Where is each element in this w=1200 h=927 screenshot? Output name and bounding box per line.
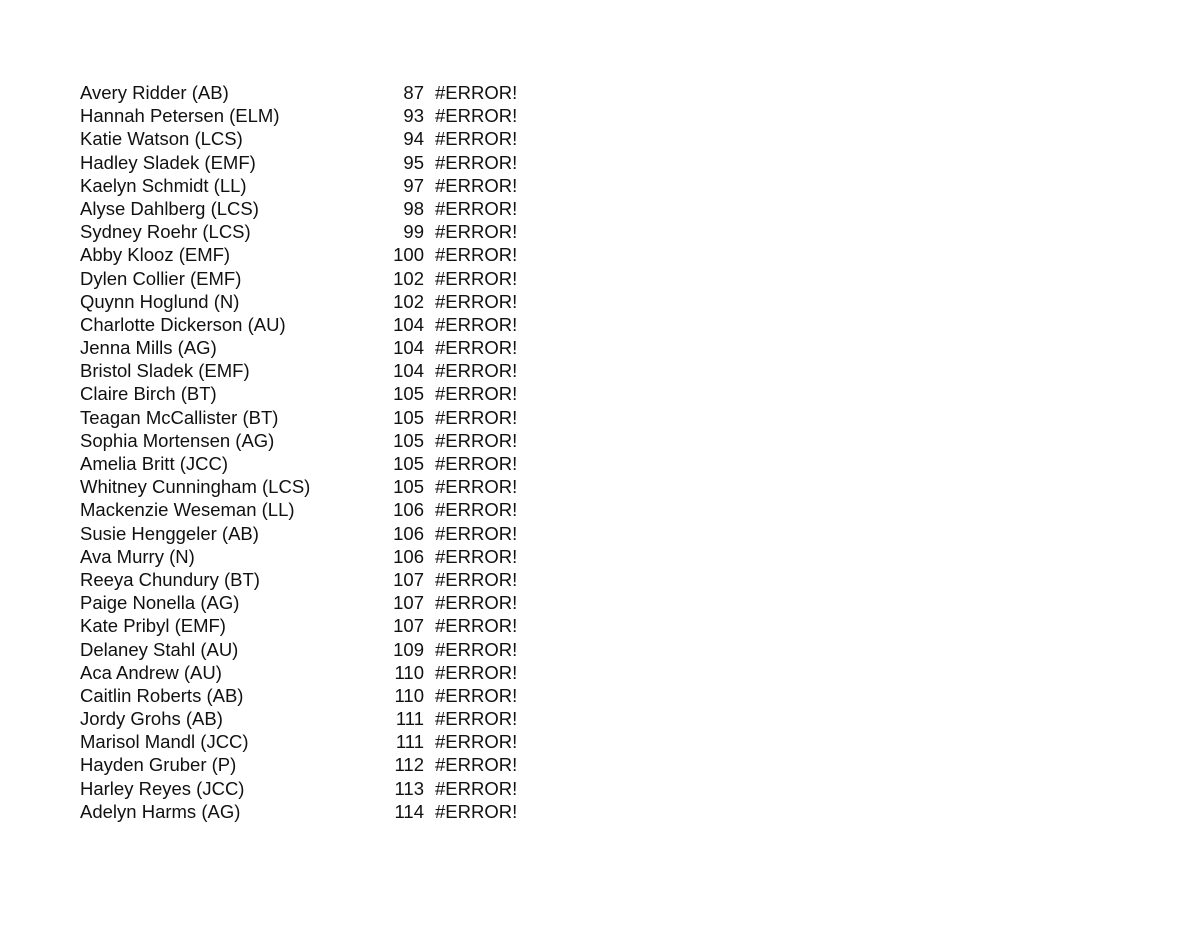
athlete-name-cell: Bristol Sladek (EMF): [80, 360, 250, 382]
athlete-name-cell: Sophia Mortensen (AG): [80, 429, 275, 451]
result-cell: #ERROR!: [435, 754, 518, 776]
score-cell: 107: [393, 615, 424, 637]
table-row: [80, 174, 540, 197]
result-cell: #ERROR!: [435, 383, 518, 405]
result-cell: #ERROR!: [435, 731, 518, 753]
table-row: [80, 730, 540, 753]
table-row: [80, 638, 540, 661]
result-cell: #ERROR!: [435, 800, 518, 822]
table-row: [80, 475, 540, 498]
athlete-name-cell: Kaelyn Schmidt (LL): [80, 174, 247, 196]
result-cell: #ERROR!: [435, 406, 518, 428]
table-row: [80, 568, 540, 591]
score-cell: 105: [393, 383, 424, 405]
athlete-name-cell: Hayden Gruber (P): [80, 754, 237, 776]
score-cell: 112: [394, 754, 424, 776]
score-cell: 107: [393, 568, 424, 590]
result-cell: #ERROR!: [435, 290, 518, 312]
result-cell: #ERROR!: [435, 244, 518, 266]
table-row: [80, 452, 540, 475]
score-cell: 102: [393, 290, 424, 312]
athlete-name-cell: Hannah Petersen (ELM): [80, 105, 280, 127]
result-cell: #ERROR!: [435, 638, 518, 660]
table-row: [80, 267, 540, 290]
result-cell: #ERROR!: [435, 337, 518, 359]
result-cell: #ERROR!: [435, 197, 518, 219]
table-row: [80, 498, 540, 521]
result-cell: #ERROR!: [435, 267, 518, 289]
athlete-name-cell: Reeya Chundury (BT): [80, 568, 260, 590]
score-cell: 105: [393, 453, 424, 474]
table-row: [80, 522, 540, 545]
table-row: [80, 127, 540, 150]
score-cell: 105: [393, 429, 424, 451]
result-cell: #ERROR!: [435, 82, 518, 103]
table-row: [80, 777, 540, 800]
athlete-name-cell: Teagan McCallister (BT): [80, 406, 279, 428]
result-cell: #ERROR!: [435, 105, 518, 127]
score-cell: 106: [393, 499, 424, 521]
result-cell: #ERROR!: [435, 568, 518, 590]
table-row: [80, 614, 540, 637]
athlete-name-cell: Adelyn Harms (AG): [80, 800, 241, 822]
score-cell: 111: [395, 731, 424, 753]
score-cell: 107: [393, 592, 424, 614]
score-cell: 87: [403, 82, 424, 103]
result-cell: #ERROR!: [435, 221, 518, 243]
athlete-name-cell: Jordy Grohs (AB): [80, 708, 223, 730]
result-cell: #ERROR!: [435, 360, 518, 382]
athlete-name-cell: Amelia Britt (JCC): [80, 453, 229, 474]
result-cell: #ERROR!: [435, 545, 518, 567]
athlete-name-cell: Kate Pribyl (EMF): [80, 615, 226, 637]
athlete-name-cell: Caitlin Roberts (AB): [80, 684, 244, 706]
result-cell: #ERROR!: [435, 174, 518, 196]
athlete-name-cell: Dylen Collier (EMF): [80, 267, 242, 289]
results-sheet: [80, 81, 540, 823]
athlete-name-cell: Ava Murry (N): [80, 545, 195, 567]
result-cell: #ERROR!: [435, 777, 518, 799]
score-cell: 111: [395, 708, 424, 730]
table-row: [80, 800, 540, 823]
score-cell: 94: [403, 128, 424, 150]
table-row: [80, 104, 540, 127]
result-cell: #ERROR!: [435, 522, 518, 544]
score-cell: 98: [403, 197, 424, 219]
score-cell: 97: [403, 174, 424, 196]
athlete-name-cell: Delaney Stahl (AU): [80, 638, 239, 660]
athlete-name-cell: Claire Birch (BT): [80, 383, 217, 405]
score-cell: 102: [393, 267, 424, 289]
score-cell: 113: [394, 777, 424, 799]
table-row: [80, 359, 540, 382]
table-row: [80, 406, 540, 429]
result-cell: #ERROR!: [435, 592, 518, 614]
score-cell: 106: [393, 545, 424, 567]
score-cell: 110: [394, 684, 424, 706]
athlete-name-cell: Paige Nonella (AG): [80, 592, 240, 614]
athlete-name-cell: Mackenzie Weseman (LL): [80, 499, 295, 521]
score-cell: 95: [403, 151, 424, 173]
athlete-name-cell: Avery Ridder (AB): [80, 82, 229, 103]
athlete-name-cell: Harley Reyes (JCC): [80, 777, 245, 799]
table-row: [80, 290, 540, 313]
table-row: [80, 591, 540, 614]
result-cell: #ERROR!: [435, 453, 518, 474]
athlete-name-cell: Abby Klooz (EMF): [80, 244, 231, 266]
table-row: [80, 429, 540, 452]
table-row: [80, 684, 540, 707]
score-cell: 104: [393, 337, 424, 359]
table-row: [80, 313, 540, 336]
result-cell: #ERROR!: [435, 313, 518, 335]
table-row: [80, 707, 540, 730]
athlete-name-cell: Marisol Mandl (JCC): [80, 731, 249, 753]
athlete-name-cell: Sydney Roehr (LCS): [80, 221, 251, 243]
athlete-name-cell: Alyse Dahlberg (LCS): [80, 197, 259, 219]
score-cell: 110: [394, 661, 424, 683]
athlete-name-cell: Aca Andrew (AU): [80, 661, 222, 683]
score-cell: 106: [393, 522, 424, 544]
result-cell: #ERROR!: [435, 708, 518, 730]
table-row: [80, 220, 540, 243]
result-cell: #ERROR!: [435, 499, 518, 521]
athlete-name-cell: Charlotte Dickerson (AU): [80, 313, 286, 335]
score-cell: 105: [393, 406, 424, 428]
table-row: [80, 661, 540, 684]
score-cell: 104: [393, 313, 424, 335]
table-row: [80, 382, 540, 405]
table-row: [80, 197, 540, 220]
score-cell: 93: [403, 105, 424, 127]
result-cell: #ERROR!: [435, 128, 518, 150]
result-cell: #ERROR!: [435, 476, 518, 498]
result-cell: #ERROR!: [435, 661, 518, 683]
result-cell: #ERROR!: [435, 684, 518, 706]
score-cell: 114: [394, 800, 424, 822]
table-row: [80, 336, 540, 359]
result-cell: #ERROR!: [435, 151, 518, 173]
score-cell: 104: [393, 360, 424, 382]
athlete-name-cell: Whitney Cunningham (LCS): [80, 476, 311, 498]
score-cell: 100: [393, 244, 424, 266]
score-cell: 99: [403, 221, 424, 243]
table-row: [80, 545, 540, 568]
table-row: [80, 81, 540, 104]
score-cell: 105: [393, 476, 424, 498]
table-row: [80, 243, 540, 266]
athlete-name-cell: Susie Henggeler (AB): [80, 522, 259, 544]
athlete-name-cell: Quynn Hoglund (N): [80, 290, 240, 312]
athlete-name-cell: Hadley Sladek (EMF): [80, 151, 256, 173]
score-cell: 109: [393, 638, 424, 660]
athlete-name-cell: Katie Watson (LCS): [80, 128, 243, 150]
table-row: [80, 753, 540, 776]
athlete-name-cell: Jenna Mills (AG): [80, 337, 217, 359]
table-row: [80, 151, 540, 174]
result-cell: #ERROR!: [435, 429, 518, 451]
result-cell: #ERROR!: [435, 615, 518, 637]
